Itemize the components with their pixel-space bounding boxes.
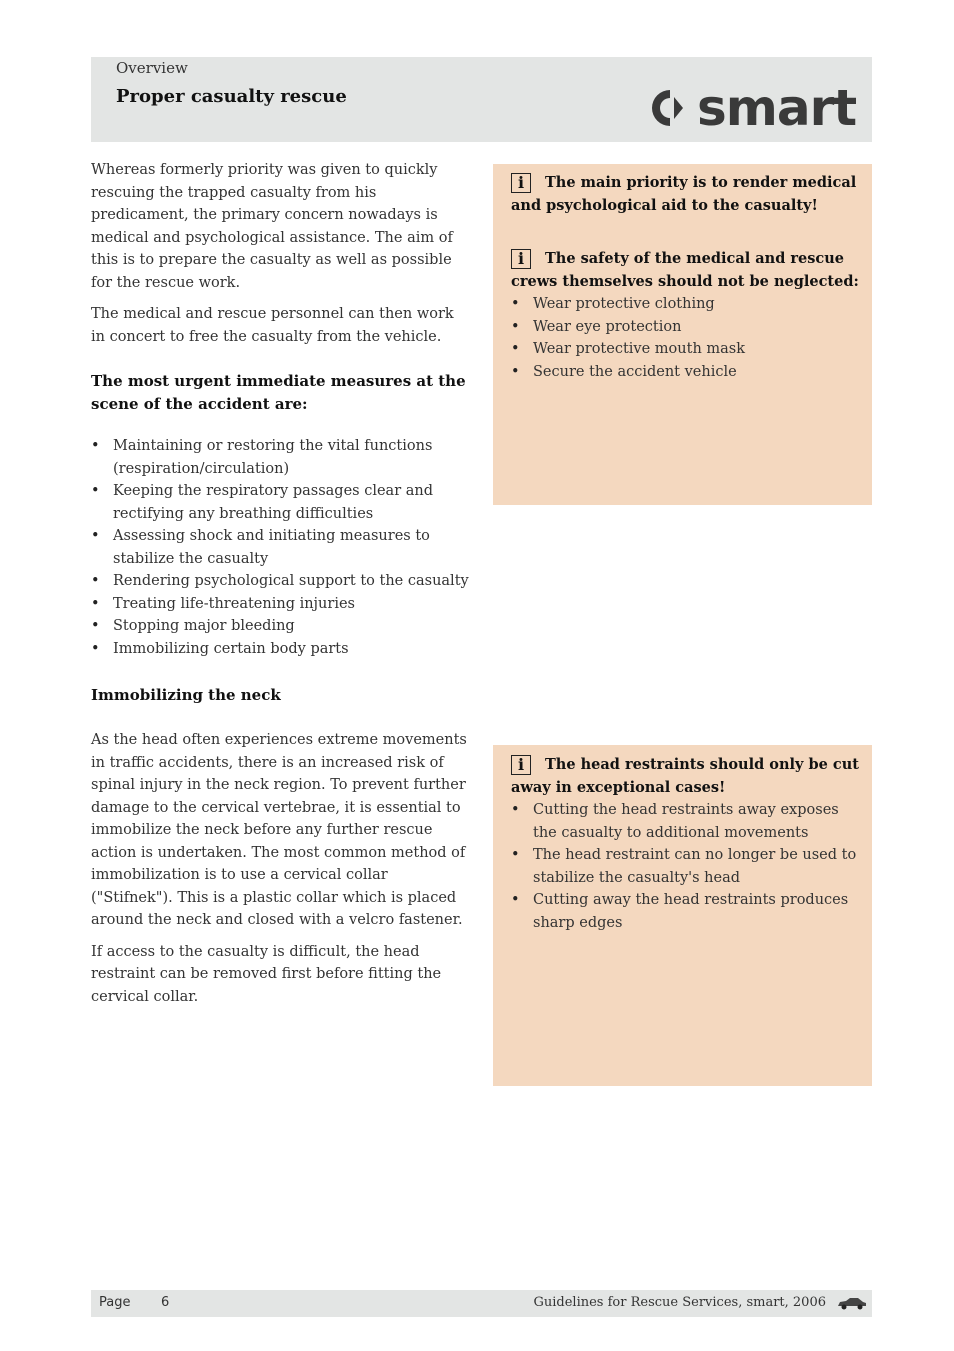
smart-logo-icon	[649, 87, 691, 129]
info-note-safety-text: The safety of the medical and rescue crews themselves should not be neglected:	[511, 250, 859, 290]
info-note-safety	[511, 248, 860, 293]
info-icon: i	[511, 755, 531, 775]
list-item: • Keeping the respiratory passages clear and rectifying any breathing difficulties	[91, 480, 471, 525]
logo-text: smart	[697, 79, 857, 137]
measures-heading: The most urgent immediate measures at the scene of the accident are:	[91, 372, 466, 413]
list-item: • Cutting the head restraints away exposes the casualty to additional movements	[511, 799, 860, 844]
safety-list	[511, 293, 860, 383]
section-label: Overview	[116, 59, 188, 77]
info-note-head-restraints-text: The head restraints should only be cut away in exceptional cases!	[511, 756, 859, 796]
info-box-head-restraints	[493, 745, 872, 1086]
footer-guide-text: Guidelines for Rescue Services, smart, 2006	[533, 1295, 826, 1310]
smart-logo	[649, 79, 857, 137]
neck-paragraph-2: If access to the casualty is difficult, the head restraint can be removed first before fitting the cervical collar.	[91, 943, 442, 1005]
page-footer	[91, 1290, 872, 1317]
page-label: Page	[99, 1295, 131, 1310]
info-note-head-restraints	[511, 754, 860, 799]
intro-section	[91, 159, 471, 348]
list-item: • Wear eye protection	[511, 316, 860, 339]
list-item: • The head restraint can no longer be used to stabilize the casualty's head	[511, 844, 860, 889]
info-note-priority-text: The main priority is to render medical and psychological aid to the casualty!	[511, 174, 857, 214]
measures-section	[91, 370, 471, 660]
info-box-safety	[493, 164, 872, 505]
list-item: • Immobilizing certain body parts	[91, 638, 471, 661]
page-number: 6	[161, 1295, 170, 1310]
measures-list	[91, 435, 471, 660]
list-item: • Cutting away the head restraints produces sharp edges	[511, 889, 860, 934]
page-header	[91, 57, 872, 142]
neck-heading-wrap	[91, 684, 471, 707]
head-restraint-list	[511, 799, 860, 934]
info-icon: i	[511, 249, 531, 269]
list-item: • Wear protective clothing	[511, 293, 860, 316]
info-note-priority	[511, 172, 860, 217]
list-item: • Treating life-threatening injuries	[91, 593, 471, 616]
list-item: • Stopping major bleeding	[91, 615, 471, 638]
page-title: Proper casualty rescue	[116, 86, 347, 107]
info-icon: i	[511, 173, 531, 193]
list-item: • Rendering psychological support to the casualty	[91, 570, 471, 593]
neck-section	[91, 729, 471, 1008]
list-item: • Secure the accident vehicle	[511, 361, 860, 384]
neck-heading: Immobilizing the neck	[91, 686, 281, 704]
intro-paragraph-2: The medical and rescue personnel can then work in concert to free the casualty from the vehicle.	[91, 306, 454, 345]
list-item: • Wear protective mouth mask	[511, 338, 860, 361]
list-item: • Assessing shock and initiating measures to stabilize the casualty	[91, 525, 471, 570]
intro-paragraph-1: Whereas formerly priority was given to quickly rescuing the trapped casualty from his predicament, the primary concern nowadays is medical and psychological assistance. The aim of this is to prepare the casualty as well as possible for the rescue work.	[91, 162, 453, 291]
list-item: • Maintaining or restoring the vital functions (respiration/circulation)	[91, 435, 471, 480]
neck-paragraph-1: As the head often experiences extreme movements in traffic accidents, there is an increased risk of spinal injury in the neck region. To prevent further damage to the cervical vertebrae, it is essential to immobilize the neck before any further rescue action is undertaken. The most common method of immobilization is to use a cervical collar ("Stifnek"). This is a plastic collar which is placed around the neck and closed with a velcro fastener.	[91, 732, 467, 928]
car-icon	[836, 1296, 868, 1310]
